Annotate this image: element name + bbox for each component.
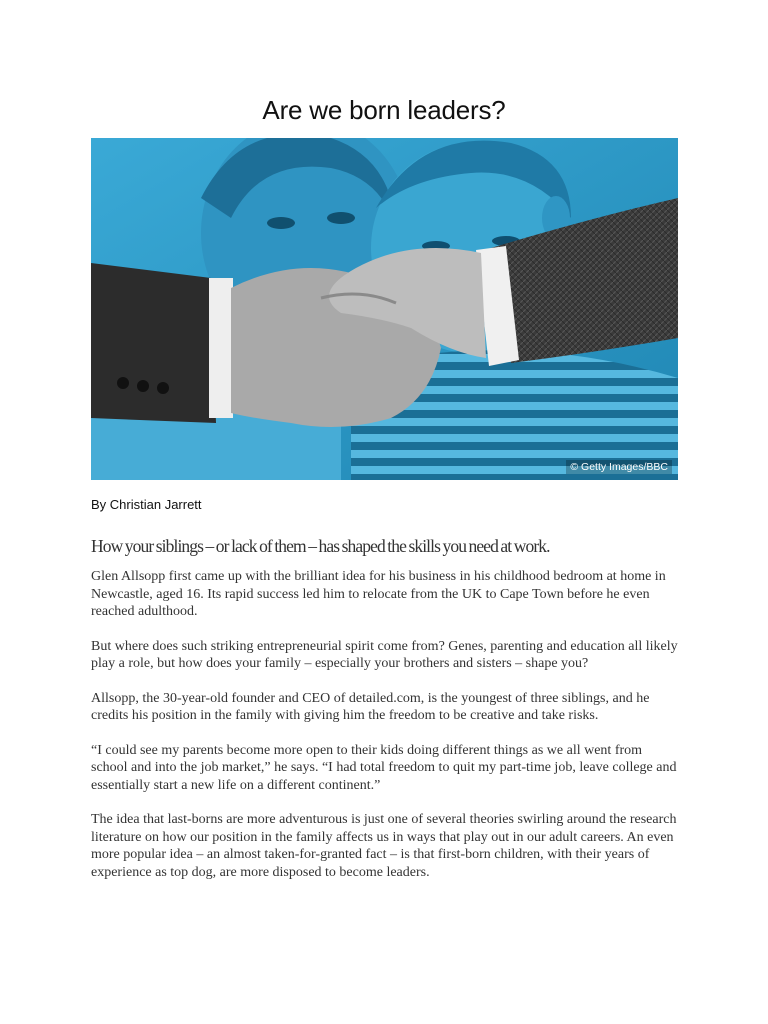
article-body [91, 568, 681, 898]
paragraph: Glen Allsopp first came up with the brilliant idea for his business in his childhood bedroom at home in Newcastle, aged 16. Its rapid success led him to relocate from the UK to Cape Town before he even reached adulthood. [91, 569, 666, 619]
byline: By Christian Jarrett [91, 497, 202, 512]
article-title: Are we born leaders? [262, 95, 506, 125]
image-credit: © Getty Images/BBC [566, 460, 672, 474]
paragraph: Allsopp, the 30-year-old founder and CEO of detailed.com, is the youngest of three siblings, and he credits his position in the family with giving him the freedom to be creative and take risks. [91, 690, 650, 723]
left-suit-sleeve [91, 263, 216, 423]
paragraph: The idea that last-borns are more adventurous is just one of several theories swirling around the research literature on how our position in the family affects us in ways that play out in our adult careers. An even more popular idea – an almost taken-for-granted fact – is that first-born children, with their years of experience as top dog, are more disposed to become leaders. [91, 812, 677, 880]
handshake-illustration [91, 138, 678, 480]
paragraph: But where does such striking entrepreneurial spirit come from? Genes, parenting and education all likely play a role, but how does your family – especially your brothers and sisters – shape you? [91, 638, 678, 671]
paragraph: “I could see my parents become more open to their kids doing different things as we all went from school and into the job market,” he says. “I had total freedom to quit my part-time job, leave college and essentially start a new life on a different continent.” [91, 742, 677, 793]
hero-image [91, 138, 678, 480]
standfirst: How your siblings – or lack of them – has shaped the skills you need at work. [91, 536, 550, 556]
